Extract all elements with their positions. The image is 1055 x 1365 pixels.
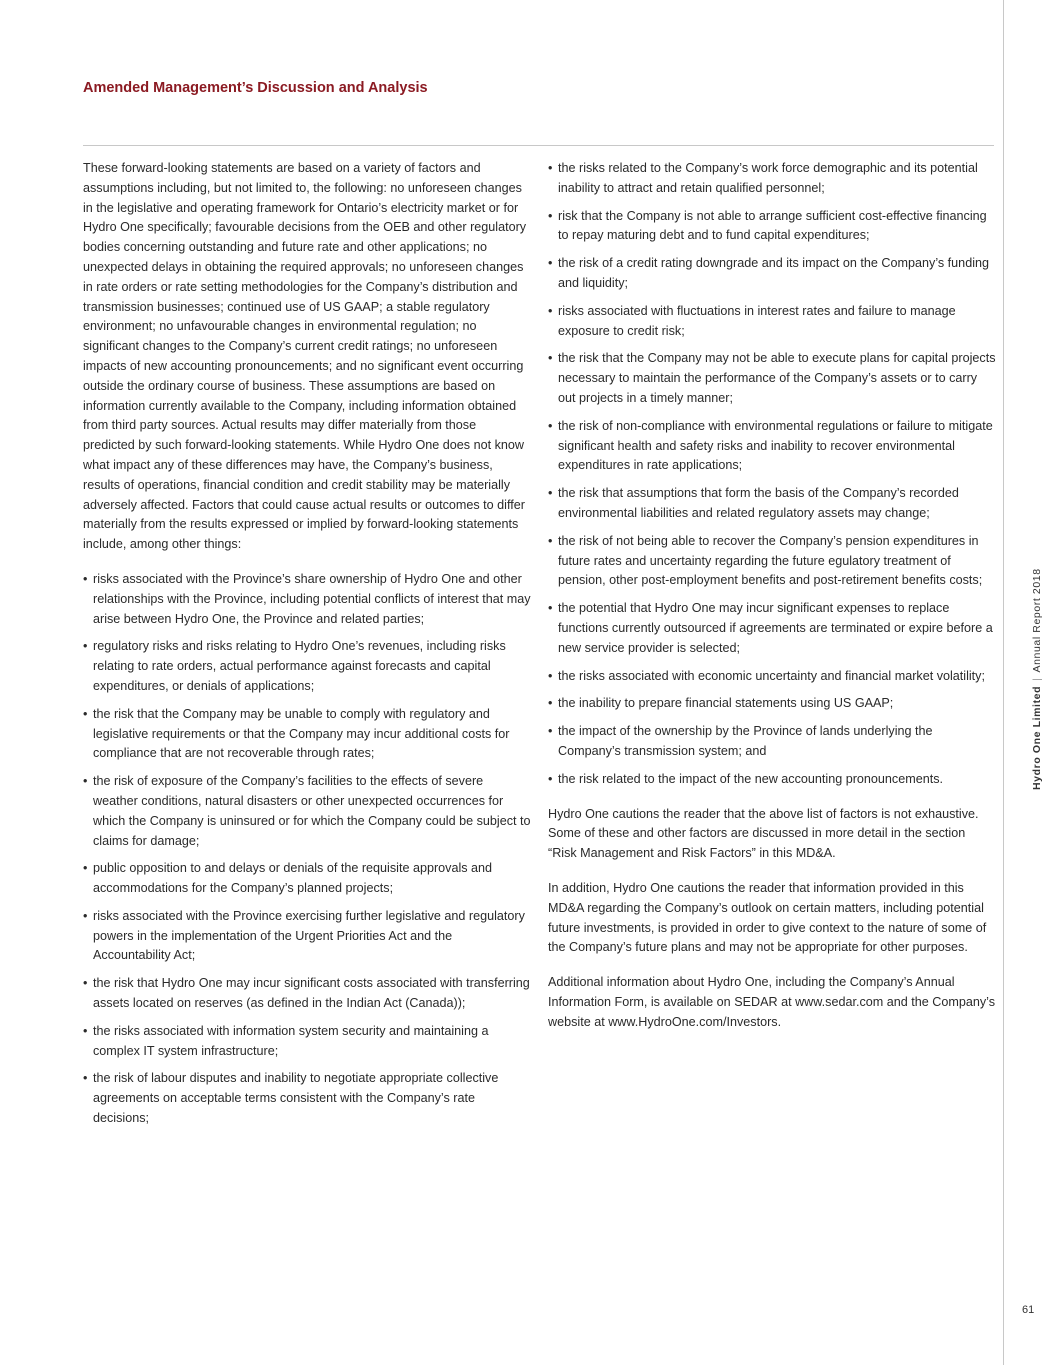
list-item: • the risk that the Company may not be able to execute plans for capital projects necessary to maintain the performance of the Company’s assets or to carry out projects in a timely manner; [548,349,996,408]
additional-info-paragraph: Additional information about Hydro One, including the Company’s Annual Information Form, is available on SEDAR at www.sedar.com and the Company’s website at www.HydroOne.com/Investors. [548,975,996,1029]
list-item: • public opposition to and delays or denials of the requisite approvals and accommodations for the Company’s planned projects; [83,859,531,899]
list-item: • the risk related to the impact of the new accounting pronouncements. [548,770,996,790]
list-item: • the risks associated with economic uncertainty and financial market volatility; [548,667,996,687]
label-separator: | [1031,677,1043,681]
list-item: • regulatory risks and risks relating to Hydro One’s revenues, including risks relating to rate orders, actual performance against forecasts and capital expenditures, or denials of applications; [83,637,531,696]
list-item: • the risk that Hydro One may incur significant costs associated with transferring assets located on reserves (as defined in the Indian Act (Canada)); [83,974,531,1014]
header-divider [83,145,994,146]
list-item: • the impact of the ownership by the Province of lands underlying the Company’s transmission system; and [548,722,996,762]
caution-paragraph: Hydro One cautions the reader that the above list of factors is not exhaustive. Some of these and other factors are discussed in more detail in the section “Risk Management and Risk Factors” in this MD&A. [548,806,979,861]
list-item: • risks associated with the Province’s share ownership of Hydro One and other relationships with the Province, including potential conflicts of interest that may arise between Hydro One, the Province and related parties; [83,570,531,629]
list-item: • the risk that assumptions that form the basis of the Company’s recorded environmental liabilities and related regulatory assets may change; [548,484,996,524]
list-item: • the risks associated with information system security and maintaining a complex IT system infrastructure; [83,1022,531,1062]
list-item: • risks associated with the Province exercising further legislative and regulatory powers in the implementation of the Urgent Priorities Act and the Accountability Act; [83,907,531,966]
list-item: • the risk that the Company may be unable to comply with regulatory and legislative requirements or that the Company may incur additional costs for compliance that are not recoverable through rates; [83,705,531,764]
page-number: 61 [1022,1304,1035,1316]
intro-paragraph: These forward-looking statements are based on a variety of factors and assumptions including, but not limited to, the following: no unforeseen changes in the legislative and operating framework for Ontario’s electricity market or for Hydro One specifically; favourable decisions from the OEB and other regulatory bodies concerning outstanding and future rate and other applications; no unexpected delays in obtaining the required approvals; no unforeseen changes in rate orders or rate setting methodologies for the Company’s distribution and transmission businesses; continued use of US GAAP; a stable regulatory environment; no unfavourable changes in environmental regulation; no significant changes to the Company’s current credit ratings; no unforeseen impacts of new accounting pronouncements; and no significant event occurring outside the ordinary course of business. These assumptions are based on information currently available to the Company, including information obtained from third party sources. Actual results may differ materially from those predicted by such forward-looking statements. While Hydro One does not know what impact any of these differences may have, the Company’s business, results of operations, financial condition and credit stability may be materially adversely affected. Factors that could cause actual results or outcomes to differ materially from the results expressed or implied by forward-looking statements include, among other things: [83,161,527,552]
left-column [83,159,531,1137]
vertical-report-label [1031,568,1043,790]
margin-divider [1003,0,1004,1365]
outlook-paragraph: In addition, Hydro One cautions the reader that information provided in this MD&A regarding the Company’s outlook on certain matters, including potential future investments, is provided in order to give context to the nature of some of the Company’s future plans and may not be appropriate for other purposes. [548,880,987,955]
list-item: • the risk of a credit rating downgrade and its impact on the Company’s funding and liquidity; [548,254,996,294]
list-item: • the risk of not being able to recover the Company’s pension expenditures in future rates and uncertainty regarding the future egulatory treatment of pension, other post-employment benefits and post-retirement benefits costs; [548,532,996,591]
list-item: • the inability to prepare financial statements using US GAAP; [548,694,996,714]
list-item: • risks associated with fluctuations in interest rates and failure to manage exposure to credit risk; [548,302,996,342]
list-item: • the risk of labour disputes and inability to negotiate appropriate collective agreements on acceptable terms consistent with the Company’s rate decisions; [83,1069,531,1128]
company-name: Hydro One Limited [1031,685,1043,790]
list-item: • the potential that Hydro One may incur significant expenses to replace functions currently outsourced if agreements are terminated or expire before a new service provider is selected; [548,599,996,658]
left-risk-list [83,570,531,1129]
list-item: • risk that the Company is not able to arrange sufficient cost-effective financing to repay maturing debt and to fund capital expenditures; [548,207,996,247]
right-column [548,159,996,1047]
section-title: Amended Management’s Discussion and Analysis [83,80,428,96]
list-item: • the risks related to the Company’s work force demographic and its potential inability to attract and retain qualified personnel; [548,159,996,199]
report-name: Annual Report 2018 [1031,568,1043,673]
list-item: • the risk of non-compliance with environmental regulations or failure to mitigate significant health and safety risks and inability to recover environmental expenditures in rate applications; [548,417,996,476]
right-risk-list [548,159,996,790]
list-item: • the risk of exposure of the Company’s facilities to the effects of severe weather conditions, natural disasters or other unexpected occurrences for which the Company is uninsured or for which the Company could be subject to claims for damage; [83,772,531,851]
